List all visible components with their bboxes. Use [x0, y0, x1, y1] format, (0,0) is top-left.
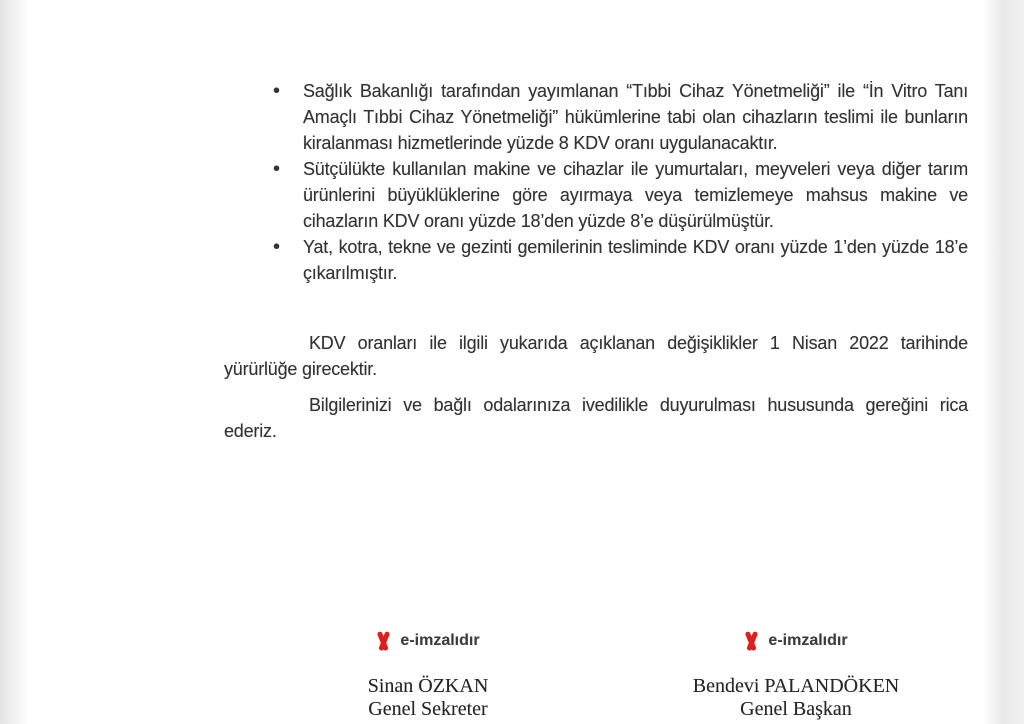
signature-block-genel-baskan	[666, 630, 926, 720]
document-bullet-section	[224, 78, 968, 286]
paragraph-effective-date: KDV oranları ile ilgili yukarıda açıklanan değişiklikler 1 Nisan 2022 tarihinde yürürlüğe girecektir.	[224, 333, 968, 379]
signer-name: Sinan ÖZKAN	[367, 675, 489, 697]
paragraph-closing: Bilgilerinizi ve bağlı odalarınıza ivedilikle duyurulması hususunda gereğini rica ederiz.	[224, 395, 968, 441]
esignature-label-row	[666, 630, 926, 652]
ribbon-icon	[376, 631, 391, 651]
page-left-edge-shadow	[0, 0, 28, 724]
bullet-item-yachts: • Yat, kotra, tekne ve gezinti gemilerinin tesliminde KDV oranı yüzde 1’den yüzde 18’e çıkarılmıştır.	[303, 234, 968, 286]
esignature-label: e-imzalıdır	[400, 632, 480, 649]
bullet-item-medical-devices: • Sağlık Bakanlığı tarafından yayımlanan “Tıbbi Cihaz Yönetmeliği” ile “İn Vitro Tanı Amaçlı Tıbbi Cihaz Yönetmeliği” hükümlerine tabi olan cihazların teslimi ile bunların kiralanması hizmetlerinde yüzde 8 KDV oranı uygulanacaktır.	[303, 78, 968, 156]
page-right-edge-shadow	[984, 0, 1024, 724]
esignature-label-row	[328, 630, 528, 652]
signer-name: Bendevi PALANDÖKEN	[692, 675, 900, 697]
signature-block-genel-sekreter	[328, 630, 528, 720]
signer-title: Genel Sekreter	[368, 698, 488, 720]
ribbon-icon	[744, 631, 759, 651]
signer-title: Genel Başkan	[740, 698, 852, 720]
bullet-list	[224, 78, 968, 286]
bullet-item-dairy-machines: • Sütçülükte kullanılan makine ve cihazlar ile yumurtaları, meyveleri veya diğer tarım ürünlerini büyüklüklerine göre ayırmaya veya temizlemeye mahsus makine ve cihazların KDV oranı yüzde 18’den yüzde 8’e düşürülmüştür.	[303, 156, 968, 234]
esignature-label: e-imzalıdır	[768, 632, 848, 649]
